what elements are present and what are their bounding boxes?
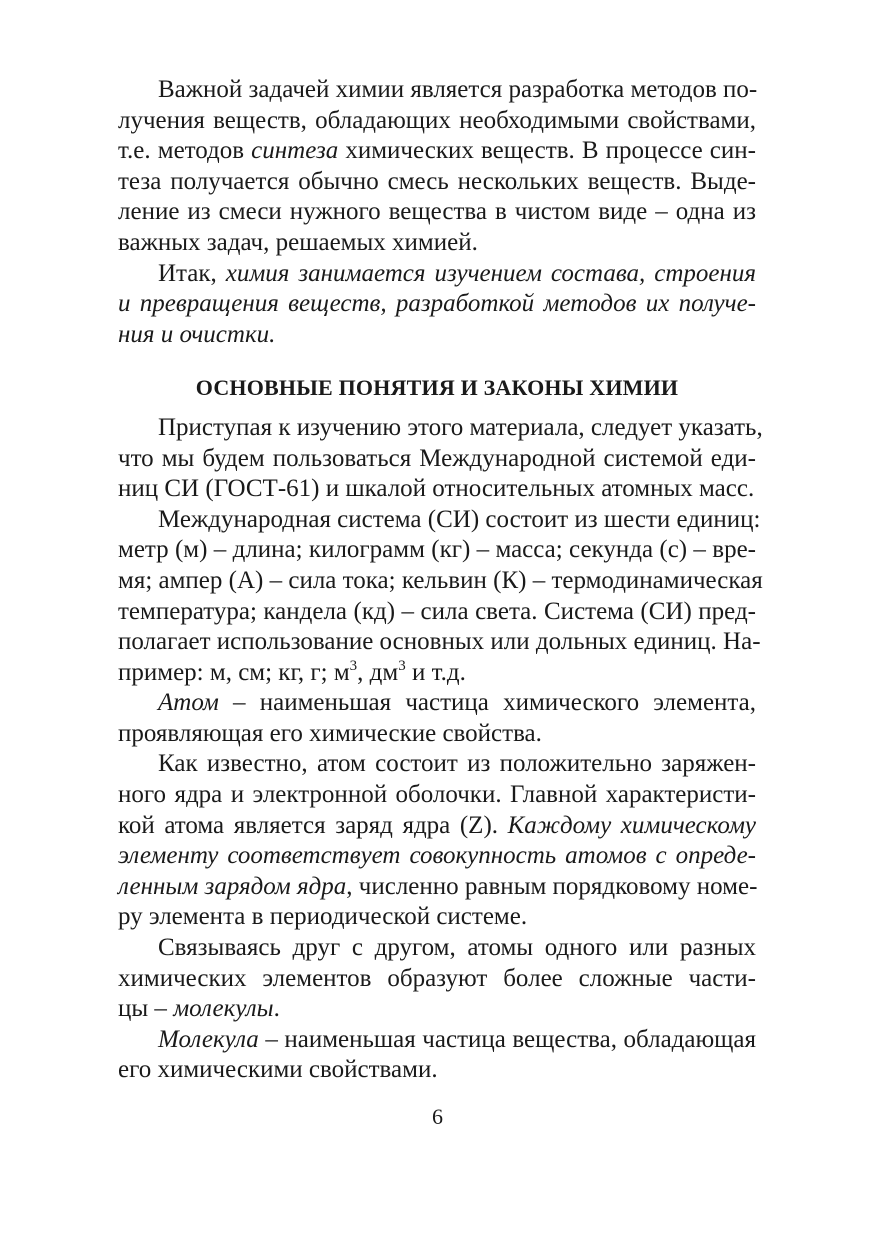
text-line: проявляющая его химические свойства. [118,719,542,747]
text-line: элементу соответствует совокупность атомов с опреде- [118,842,756,870]
text-line: мя; ампер (А) – сила тока; кельвин (К) – термодинамическая [118,566,763,594]
term-atom: Атом [158,689,219,717]
text-line: Международная система (СИ) состоит из шести единиц: [158,505,761,533]
section-heading: ОСНОВНЫЕ ПОНЯТИЯ И ЗАКОНЫ ХИМИИ [195,375,679,401]
term-molecule: Молекула [158,1025,259,1053]
text-line: Атом – наименьшая частица химического элемента, [158,689,756,717]
text-line: Итак, химия занимается изучением состава, строения [158,259,757,287]
page-number: 6 [432,1104,443,1129]
text-line: важных задач, решаемых химией. [118,228,478,256]
paragraph-si-units-intro [118,413,763,505]
text-line: ленным зарядом ядра, численно равным порядковому номе- [118,872,758,900]
text-line: ниц СИ (ГОСТ-61) и шкалой относительных атомных масс. [118,475,755,503]
paragraph-atom-structure [118,749,756,933]
text-line: Связываясь друг с другом, атомы одного или разных [158,934,756,962]
text-line: Молекула – наименьшая частица вещества, обладающая [158,1025,756,1053]
text-line: теза получается обычно смесь нескольких веществ. Выде- [118,167,756,195]
paragraph-chemistry-definition [118,259,756,351]
text-line: кой атома является заряд ядра (Z). Каждому химическому [118,811,756,839]
text-line: цы – молекулы. [118,995,280,1023]
superscript: 3 [349,657,358,674]
paragraph-molecule-definition [118,1025,756,1086]
text-line: Приступая к изучению этого материала, следует указать, [158,413,763,441]
page-body [118,75,763,1086]
text-line: лучения веществ, обладающих необходимыми свойствами, [118,106,756,134]
text-line: метр (м) – длина; килограмм (кг) – масса; секунда (с) – вре- [118,536,756,564]
text-line: полагает использование основных или дольных единиц. На- [118,628,761,656]
paragraph-molecules [118,933,756,1025]
text-line: что мы будем пользоваться Международной системой еди- [118,444,756,472]
paragraph-atom-definition [118,688,756,749]
text-line: т.е. методов синтеза химических веществ. В процессе син- [118,137,756,165]
text-line: химических элементов образуют более сложные части- [118,964,756,992]
text-line: ного ядра и электронной оболочки. Главной характеристи- [118,781,756,809]
text-line: ление из смеси нужного вещества в чистом виде – одна из [118,198,756,226]
text-line: температура; кандела (кд) – сила света. Система (СИ) пред- [118,597,756,625]
superscript: 3 [398,657,406,674]
paragraph-synthesis-task [118,75,756,259]
text-line: ру элемента в периодической системе. [118,903,528,931]
text-line: Как известно, атом состоит из положительно заряжен- [158,750,756,778]
text-line: и превращения веществ, разработкой методов их получе- [118,290,756,318]
paragraph-si-system [118,505,763,689]
text-line: пример: м, см; кг, г; $м^3$, $дм^3$ и т.д. [118,657,466,686]
text-line: ния и очистки. [118,320,276,348]
term-synthesis: синтеза [251,137,339,165]
text-line: его химическими свойствами. [118,1056,438,1084]
term-molecules: молекулы [173,995,274,1023]
text-line: Важной задачей химии является разработка методов по- [158,76,758,103]
